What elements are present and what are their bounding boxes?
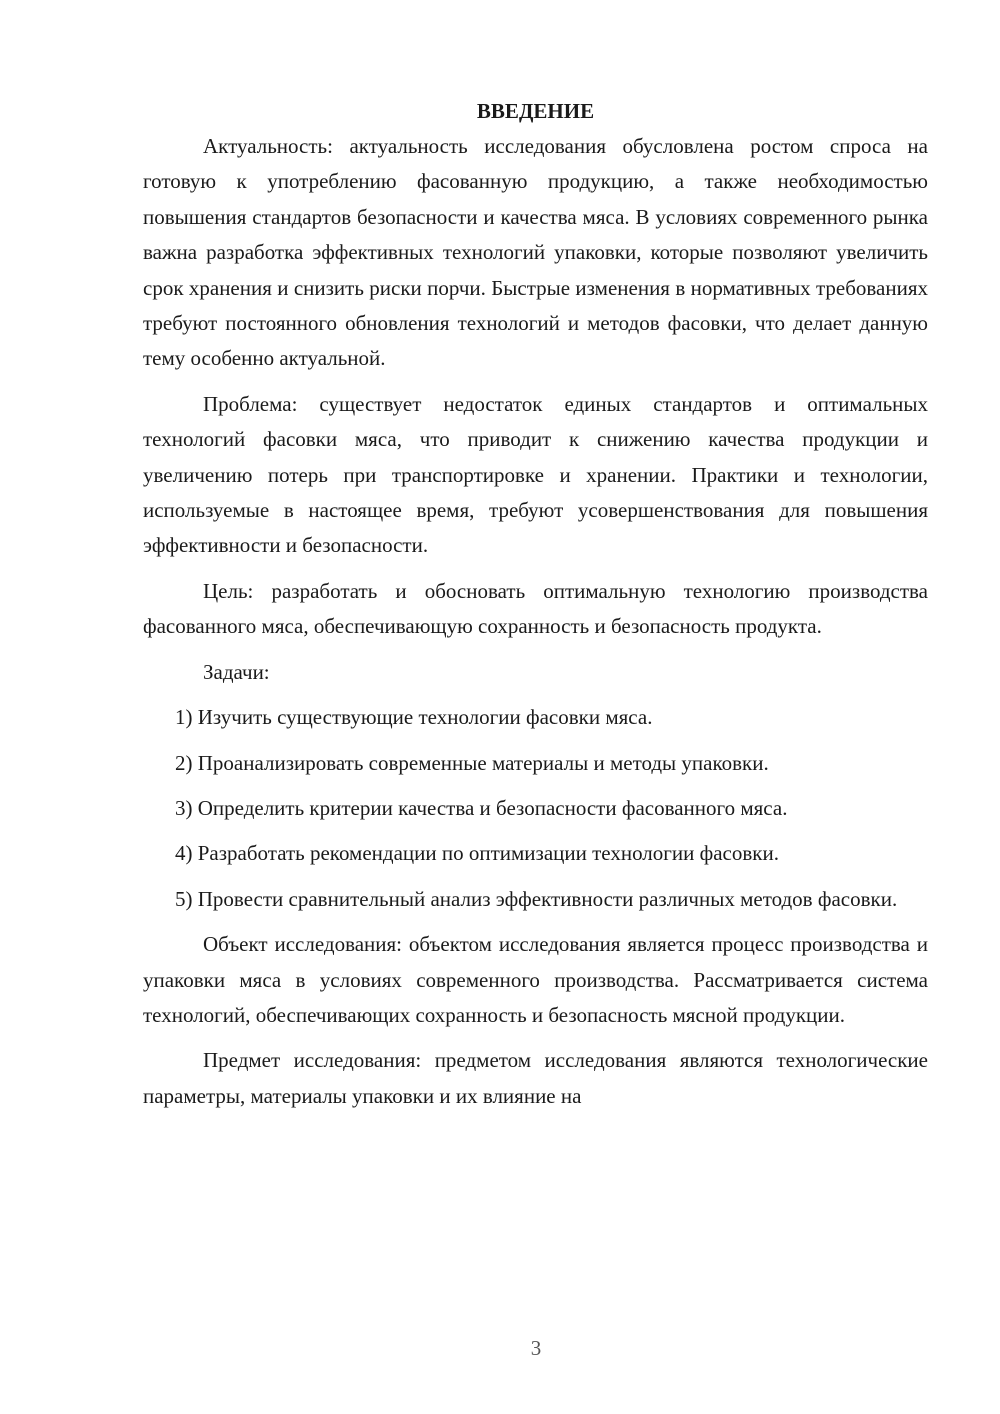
task-item-2: 2) Проанализировать современные материалы и методы упаковки. <box>175 750 769 775</box>
paragraph-relevance: Актуальность: актуальность исследования обусловлена ростом спроса на готовую к употреблению фасованную продукцию, а также необходимостью повышения стандартов безопасности и качества мяса. В условиях современного рынка важна разработка эффективных технологий упаковки, которые позволяют увеличить срок хранения и снизить риски порчи. Быстрые изменения в нормативных требованиях требуют постоянного обновления технологий и методов фасовки, что делает данную тему особенно актуальной. <box>143 134 928 371</box>
paragraph-goal: Цель: разработать и обосновать оптимальную технологию производства фасованного мяса, обеспечивающую сохранность и безопасность продукта. <box>143 578 928 639</box>
task-item-4: 4) Разработать рекомендации по оптимизации технологии фасовки. <box>175 841 779 866</box>
task-item-1: 1) Изучить существующие технологии фасовки мяса. <box>175 705 653 730</box>
paragraph-object: Объект исследования: объектом исследования является процесс производства и упаковки мяса в условиях современного производства. Рассматривается система технологий, обеспечивающих сохранность и безопасность мясной продукции. <box>143 932 928 1027</box>
page-content <box>143 96 928 1114</box>
paragraph-subject: Предмет исследования: предметом исследования являются технологические параметры, материалы упаковки и их влияние на <box>143 1048 928 1108</box>
page-number: 3 <box>530 1336 542 1360</box>
tasks-heading: Задачи: <box>203 659 270 684</box>
section-title: ВВЕДЕНИЕ <box>476 99 595 123</box>
task-item-5: 5) Провести сравнительный анализ эффективности различных методов фасовки. <box>175 886 898 911</box>
task-item-3: 3) Определить критерии качества и безопасности фасованного мяса. <box>175 795 788 820</box>
paragraph-problem: Проблема: существует недостаток единых стандартов и оптимальных технологий фасовки мяса, что приводит к снижению качества продукции и увеличению потерь при транспортировке и хранении. Практики и технологии, используемые в настоящее время, требуют усовершенствования для повышения эффективности и безопасности. <box>143 391 928 558</box>
